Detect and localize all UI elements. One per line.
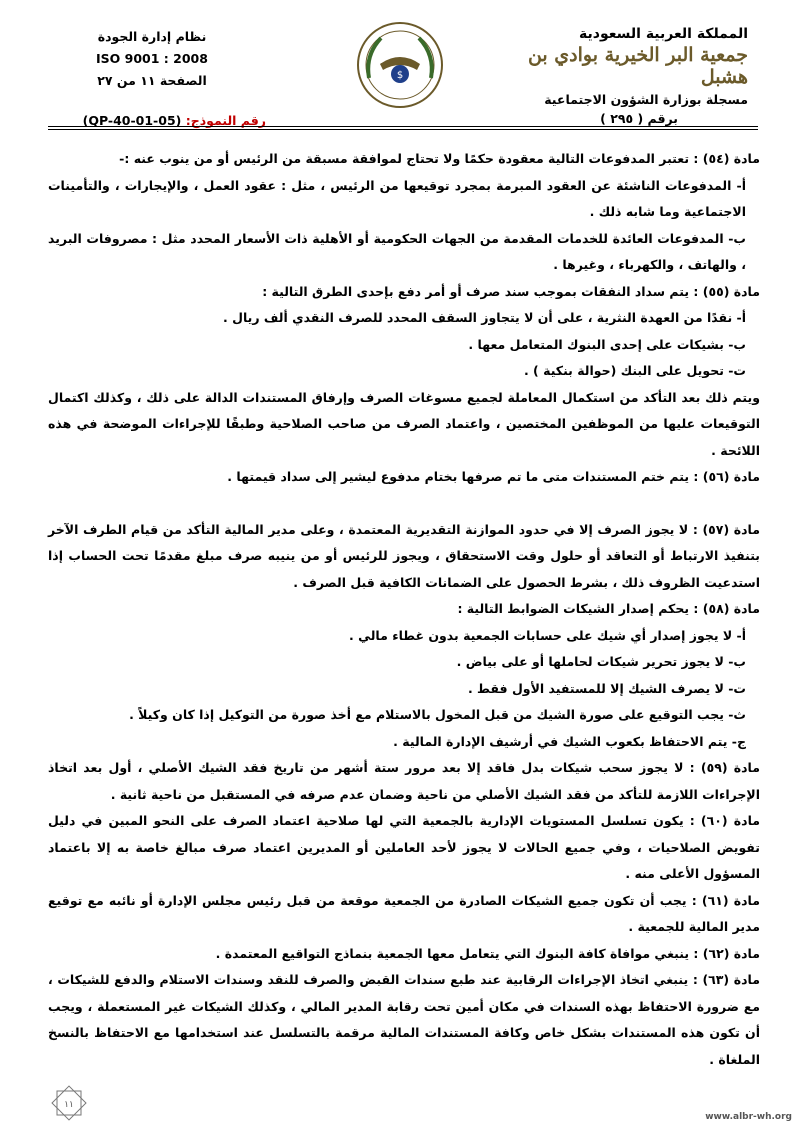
list-item: أ- نقدًا من العهدة النثرية ، على أن لا يتجاوز السقف المحدد للصرف النقدي ألف ريال . <box>223 310 746 325</box>
kingdom-title: المملكة العربية السعودية <box>579 26 748 42</box>
article-57: مادة (٥٧) : لا يجوز الصرف إلا في حدود الموازنة التقديرية المعتمدة ، وعلى مدير المالية التأكد من قيام الطرف الآخر بتنفيذ الارتباط أو التعاقد أو حلول وقت الاستحقاق ، ويجوز للرئيس أو من ينيبه صرف مبلغ مقدمًا تحت الحساب إذا استدعيت الظروف ذلك ، بشرط الحصول على الضمانات الكافية قبل الصرف . <box>48 521 760 590</box>
list-item: أ- المدفوعات الناشئة عن العقود المبرمة بمجرد توقيعها من الرئيس ، مثل : عقود العمل ، والإيجارات ، والتأمينات الاجتماعية وما شابه ذلك . <box>48 177 746 219</box>
registration-number: برقم ( ٢٩٥ ) <box>600 111 678 126</box>
article-54: مادة (٥٤) : تعتبر المدفوعات التالية معقودة حكمًا ولا تحتاج لموافقة مسبقة من الرئيس أو من ينوب عنه :- <box>119 151 760 166</box>
document-body <box>48 146 760 1073</box>
header-right <box>518 26 748 126</box>
article-55-note: ويتم ذلك بعد التأكد من استكمال المعاملة لجميع مسوغات الصرف وإرفاق المستندات الدالة على ذلك ، وكذلك اكتمال التوقيعات عليها من الموظفين المختصين ، واعتماد الصرف من صاحب الصلاحية وطبقًا للإجراءات الموضحة في هذه اللائحة . <box>48 389 760 458</box>
article-61: مادة (٦١) : يجب أن تكون جميع الشيكات الصادرة من الجمعية موقعة من قبل رئيس مجلس الإدارة أو نائبه مع توقيع مدير المالية للجمعية . <box>48 892 760 934</box>
form-number: (QP-40-01-05) <box>82 113 182 128</box>
header-rule-inner <box>48 129 758 130</box>
quality-system-title: نظام إدارة الجودة <box>97 29 207 44</box>
list-item: ج- يتم الاحتفاظ بكعوب الشيك في أرشيف الإدارة المالية . <box>393 733 746 749</box>
article-55: مادة (٥٥) : يتم سداد النفقات بموجب سند صرف أو أمر دفع بإحدى الطرق التالية : <box>262 283 760 299</box>
article-62: مادة (٦٢) : ينبغي موافاة كافة البنوك التي يتعامل معها الجمعية بنماذج التواقيع المعتمدة . <box>215 945 760 961</box>
list-item: ب- بشيكات على إحدى البنوك المتعامل معها . <box>468 336 746 352</box>
form-label: رقم النموذج: <box>185 113 266 128</box>
header-left <box>52 26 266 128</box>
header-rule <box>48 126 758 127</box>
page-number: ١١ <box>64 1100 74 1110</box>
list-item: أ- لا يجوز إصدار أي شيك على حسابات الجمعية بدون غطاء مالي . <box>348 627 746 643</box>
registration-text: مسجلة بوزارة الشؤون الاجتماعية <box>544 92 748 107</box>
list-item: ب- لا يجوز تحرير شيكات لحاملها أو على بياض . <box>456 654 746 669</box>
association-logo <box>355 20 445 110</box>
article-60: مادة (٦٠) : يكون تسلسل المستويات الإدارية بالجمعية التي لها صلاحية اعتماد الصرف على النحو المبين في دليل تفويض الصلاحيات ، وفي جميع الحالات لا يجوز لأحد العاملين أو المديرين اعتماد صرف مبالغ خاصة به إلا باعتماد المسؤول الأعلى منه . <box>48 813 761 881</box>
svg-text:$: $ <box>396 70 404 81</box>
article-63: مادة (٦٣) : ينبغي اتخاذ الإجراءات الرقابية عند طبع سندات القبض والصرف للنقد وسندات الاستلام والدفع للشيكات ، مع ضرورة الاحتفاظ بهذه السندات في مكان أمين تحت رقابة المدير المالي ، وكذلك الشيكات غير المستعملة ، ويجب أن تكون هذه المستندات بشكل خاص وكافة المستندات المالية مرقمة بالتسلسل عند استخدامها مع الاحتفاظ بالنسخ الملغاة . <box>48 972 760 1067</box>
association-name: جمعية البر الخيرية بوادي بن هشبل <box>527 44 748 88</box>
list-item: ت- لا يصرف الشيك إلا للمستفيد الأول فقط . <box>467 680 746 696</box>
page-number-emblem <box>48 1082 90 1124</box>
article-59: مادة (٥٩) : لا يجوز سحب شيكات بدل فاقد إلا بعد مرور ستة أشهر من تاريخ فقد الشيك الأصلي ، أول بعد اتخاذ الإجراءات اللازمة للتأكد من فقد الشيك الأصلي من ناحية وضمان عدم صرفه في المستقبل من ناحية ثانية . <box>48 760 760 802</box>
list-item: ث- يجب التوقيع على صورة الشيك من قبل المخول بالاستلام مع أخذ صورة من التوكيل إذا كان وكيلاً . <box>129 707 746 722</box>
article-58: مادة (٥٨) : يحكم إصدار الشيكات الضوابط التالية : <box>457 601 760 616</box>
list-item: ب- المدفوعات العائدة للخدمات المقدمة من الجهات الحكومية أو الأهلية ذات الأسعار المحدد مثل : مصروفات البريد ، والهاتف ، والكهرباء ، وغيرها . <box>48 230 746 272</box>
website-url: www.albr-wh.org <box>705 1112 792 1122</box>
iso-standard: ISO 9001 : 2008 <box>96 51 208 66</box>
list-item: ت- تحويل على البنك (حوالة بنكية ) . <box>523 363 746 378</box>
page-counter: الصفحة ١١ من ٢٧ <box>97 73 207 88</box>
article-56: مادة (٥٦) : يتم ختم المستندات متى ما تم صرفها بختام مدفوع ليشير إلى سداد قيمتها . <box>227 469 760 484</box>
